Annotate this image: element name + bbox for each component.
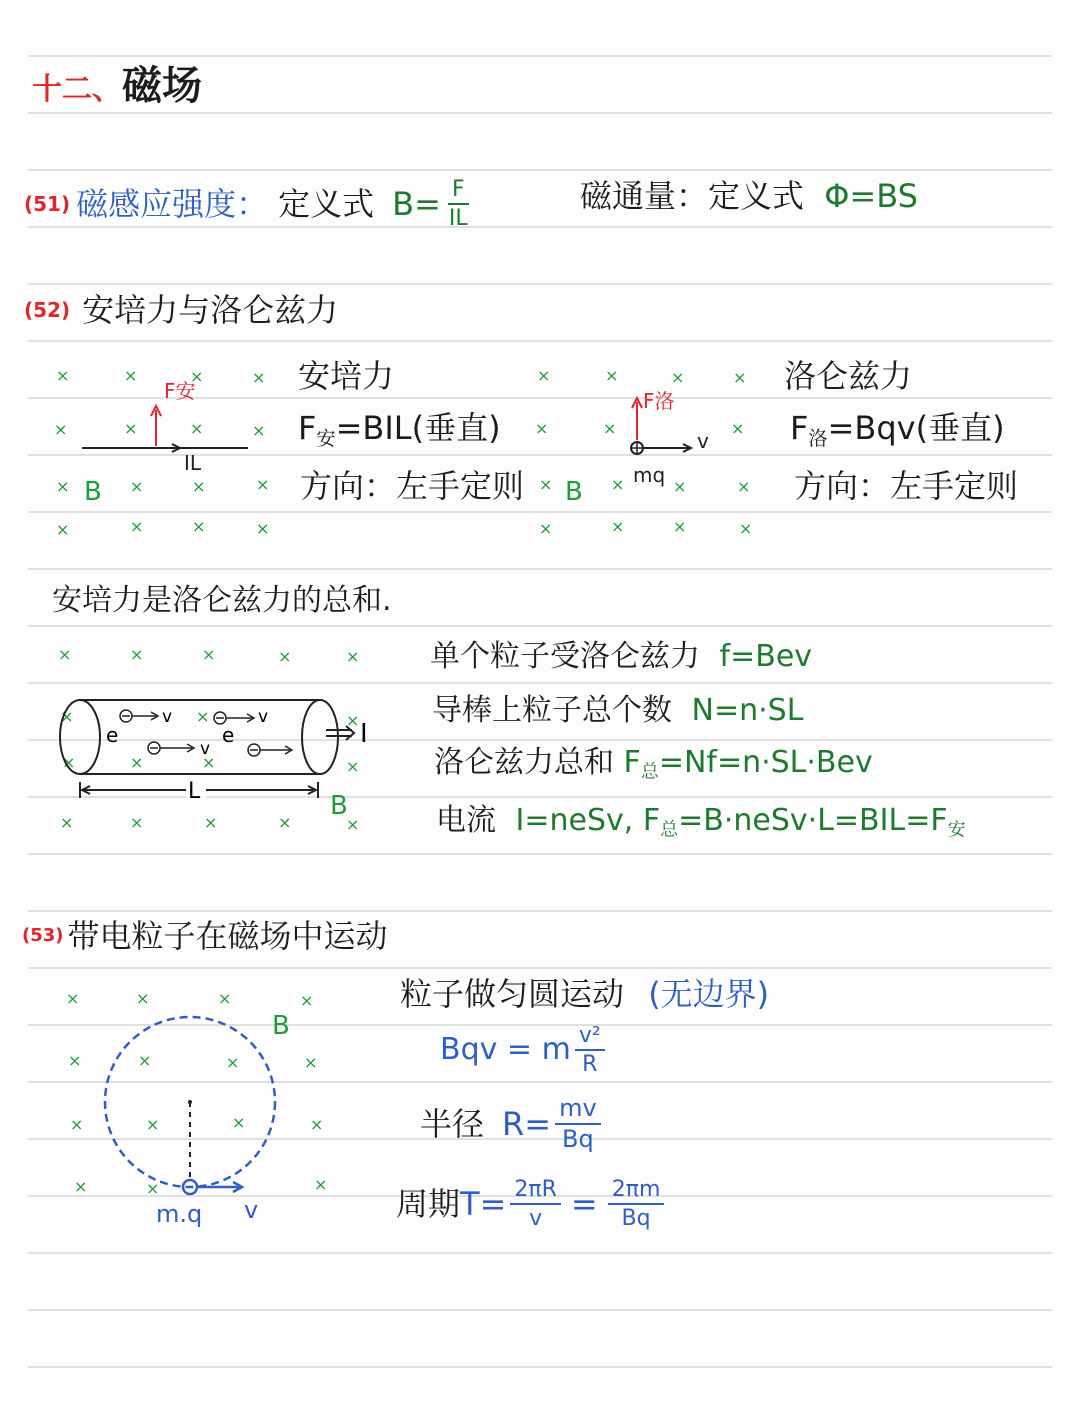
cross-mark: ×	[60, 707, 74, 726]
ampere-diagram	[40, 350, 280, 550]
period-lhs: T=	[460, 1185, 507, 1224]
flux-label: 磁通量：定义式	[580, 177, 805, 215]
period-numerator-1: 2πR	[510, 1178, 561, 1205]
cross-mark: ×	[202, 753, 216, 772]
cross-mark: ×	[130, 477, 144, 496]
section-tag-53: (53)	[22, 925, 64, 946]
rod-line-3-sub: 总	[640, 761, 659, 783]
cross-mark: ×	[603, 419, 617, 438]
force-balance-numerator: v²	[575, 1024, 605, 1051]
force-balance-lhs: Bqv = m	[440, 1032, 571, 1068]
cross-mark: ×	[232, 1113, 246, 1132]
cross-mark: ×	[537, 366, 551, 385]
cross-mark: ×	[539, 475, 553, 494]
force-label: F洛	[643, 389, 675, 413]
ampere-formula-sub: 安	[316, 426, 336, 450]
rod-line-2-text: 导棒上粒子总个数	[432, 693, 672, 728]
cross-mark: ×	[190, 367, 204, 386]
rod-line-4-sub2: 安	[947, 819, 966, 841]
cross-mark: ×	[204, 813, 218, 832]
cross-mark: ×	[130, 645, 144, 664]
ampere-formula-f: F	[298, 409, 317, 447]
period-row	[396, 1178, 668, 1230]
definition-label: 定义式	[278, 185, 375, 224]
rod-line-3-f: F	[623, 745, 641, 780]
cross-mark: ×	[56, 520, 70, 539]
charge-label: mq	[633, 463, 666, 487]
rod-line-1	[430, 639, 813, 674]
chapter-title-text: 磁场	[122, 63, 202, 109]
rod-line-4	[436, 803, 966, 841]
radius-lhs: R=	[502, 1105, 552, 1144]
lorentz-diagram	[525, 350, 765, 550]
cross-mark: ×	[60, 813, 74, 832]
cross-mark: ×	[66, 989, 80, 1008]
uniform-motion-row	[400, 975, 770, 1013]
lorentz-name: 洛仑兹力	[784, 357, 913, 395]
period-fraction-1	[510, 1178, 561, 1230]
rod-line-4-sub: 总	[660, 819, 679, 841]
cross-mark: ×	[300, 991, 314, 1010]
cross-mark: ×	[346, 815, 360, 834]
b-formula-denominator: IL	[448, 206, 468, 232]
radius-fraction	[555, 1096, 601, 1152]
cross-mark: ×	[310, 1115, 324, 1134]
section-52-title: 安培力与洛仑兹力	[82, 291, 339, 329]
ampere-formula-rest: =BIL(垂直)	[335, 409, 501, 447]
velocity-label: v	[162, 707, 173, 727]
cross-mark: ×	[278, 647, 292, 666]
lorentz-direction: 方向：左手定则	[794, 467, 1019, 505]
cross-mark: ×	[226, 1053, 240, 1072]
length-label: L	[188, 779, 201, 804]
flux-row	[580, 177, 918, 215]
flux-formula: Φ=BS	[824, 177, 918, 215]
rod-line-3-rest: =Nf=n·SL·Bev	[658, 745, 873, 780]
rod-line-1-formula: f=Bev	[719, 639, 813, 674]
cross-mark: ×	[673, 477, 687, 496]
ampere-direction: 方向：左手定则	[300, 467, 525, 505]
ampere-name: 安培力	[298, 357, 395, 395]
rod-diagram	[40, 636, 400, 842]
cross-mark: ×	[737, 477, 751, 496]
velocity-label: v	[200, 739, 211, 759]
rod-line-4-a: I=neSv, F	[515, 803, 661, 838]
cross-mark: ×	[218, 989, 232, 1008]
cross-mark: ×	[130, 753, 144, 772]
rod-line-3-text: 洛仑兹力总和	[434, 745, 614, 780]
lorentz-formula	[790, 409, 1005, 450]
cross-mark: ×	[56, 477, 70, 496]
force-balance-denominator: R	[582, 1052, 598, 1078]
period-numerator-2: 2πm	[608, 1178, 665, 1205]
cross-mark: ×	[192, 477, 206, 496]
period-label: 周期	[396, 1185, 461, 1224]
lorentz-formula-f: F	[790, 409, 809, 447]
rod-line-4-text: 电流	[436, 803, 496, 838]
force-label: F安	[164, 379, 196, 403]
radius-denominator: Bq	[562, 1125, 594, 1154]
circular-motion-diagram	[50, 980, 350, 1250]
field-cross-marks	[54, 366, 269, 539]
cross-mark: ×	[314, 1175, 328, 1194]
radius-numerator: mv	[555, 1096, 601, 1125]
force-balance-fraction	[575, 1024, 605, 1076]
cross-mark: ×	[278, 813, 292, 832]
cross-mark: ×	[346, 757, 360, 776]
cross-mark: ×	[304, 1053, 318, 1072]
cross-mark: ×	[605, 366, 619, 385]
ampere-formula	[298, 409, 501, 450]
rod-line-2-formula: N=n·SL	[691, 693, 804, 728]
cross-mark: ×	[124, 366, 138, 385]
cross-mark: ×	[671, 368, 685, 387]
lorentz-formula-rest: =Bqv(垂直)	[827, 409, 1005, 447]
cross-mark: ×	[58, 645, 72, 664]
cross-mark: ×	[136, 989, 150, 1008]
cross-mark: ×	[124, 419, 138, 438]
b-formula	[392, 178, 476, 230]
cross-mark: ×	[70, 1115, 84, 1134]
cross-mark: ×	[611, 517, 625, 536]
cross-mark: ×	[256, 475, 270, 494]
rod-line-3	[434, 745, 873, 783]
cross-mark: ×	[252, 421, 266, 440]
cross-mark: ×	[130, 813, 144, 832]
cross-mark: ×	[346, 647, 360, 666]
magnetic-induction-label: 磁感应强度：	[76, 185, 269, 224]
rod-line-3-formula	[623, 745, 873, 783]
cross-mark: ×	[146, 1179, 160, 1198]
cross-mark: ×	[611, 475, 625, 494]
field-label: B	[565, 477, 583, 507]
cross-mark: ×	[256, 519, 270, 538]
cross-mark: ×	[130, 517, 144, 536]
uniform-motion-text: 粒子做匀圆运动	[400, 975, 625, 1013]
section-51-row	[24, 178, 476, 230]
rod-line-4-b: =B·neSv·L=BIL=F	[678, 803, 948, 838]
chapter-title	[32, 63, 202, 109]
cross-mark: ×	[62, 753, 76, 772]
section-53-heading	[22, 917, 388, 955]
section-tag-52: (52)	[24, 298, 71, 322]
current-label: I	[360, 719, 368, 749]
section-53-title: 带电粒子在磁场中运动	[67, 917, 388, 955]
radius-row	[420, 1096, 605, 1152]
cross-mark: ×	[196, 707, 210, 726]
cross-mark: ×	[138, 1051, 152, 1070]
cross-mark: ×	[56, 366, 70, 385]
cross-mark: ×	[535, 419, 549, 438]
period-denominator-1: v	[529, 1206, 543, 1232]
cross-mark: ×	[146, 1115, 160, 1134]
b-formula-numerator: F	[448, 178, 469, 205]
period-denominator-2: Bq	[621, 1206, 651, 1232]
section-tag-51: (51)	[24, 192, 71, 217]
field-label: B	[84, 477, 102, 507]
cross-mark: ×	[739, 519, 753, 538]
period-fraction-2	[608, 1178, 665, 1230]
cross-mark: ×	[673, 517, 687, 536]
cross-mark: ×	[190, 419, 204, 438]
cross-mark: ×	[731, 419, 745, 438]
field-label: B	[330, 791, 348, 821]
sum-statement: 安培力是洛仑兹力的总和.	[52, 583, 392, 618]
radius-label: 半径	[420, 1105, 485, 1144]
rod-line-4-formula	[515, 803, 966, 841]
field-label: B	[272, 1011, 290, 1041]
no-boundary-note: (无边界)	[648, 975, 770, 1013]
cross-mark: ×	[192, 517, 206, 536]
velocity-label: v	[258, 707, 269, 727]
cross-mark: ×	[733, 368, 747, 387]
electron-label: e	[106, 723, 119, 747]
cross-mark: ×	[202, 645, 216, 664]
cross-mark: ×	[68, 1051, 82, 1070]
electron	[120, 710, 158, 722]
electron	[248, 744, 292, 756]
rod-line-2	[432, 693, 804, 728]
cross-mark: ×	[539, 519, 553, 538]
rod-line-1-text: 单个粒子受洛仑兹力	[430, 639, 700, 674]
chapter-number: 十二、	[32, 72, 122, 107]
section-52-heading	[24, 291, 339, 329]
period-equals: =	[570, 1185, 598, 1224]
b-formula-lhs: B=	[392, 185, 441, 224]
b-formula-fraction	[445, 178, 472, 230]
cross-mark: ×	[74, 1177, 88, 1196]
current-label: IL	[184, 451, 202, 475]
force-balance-equation	[440, 1024, 609, 1076]
electron-label: e	[222, 723, 235, 747]
velocity-label: v	[697, 429, 709, 453]
cross-mark: ×	[346, 711, 360, 730]
lorentz-formula-sub: 洛	[808, 426, 828, 450]
cross-mark: ×	[252, 368, 266, 387]
cross-mark: ×	[54, 420, 68, 439]
velocity-label: v	[244, 1196, 259, 1224]
electron	[148, 742, 194, 754]
charge-label: m.q	[156, 1200, 203, 1228]
